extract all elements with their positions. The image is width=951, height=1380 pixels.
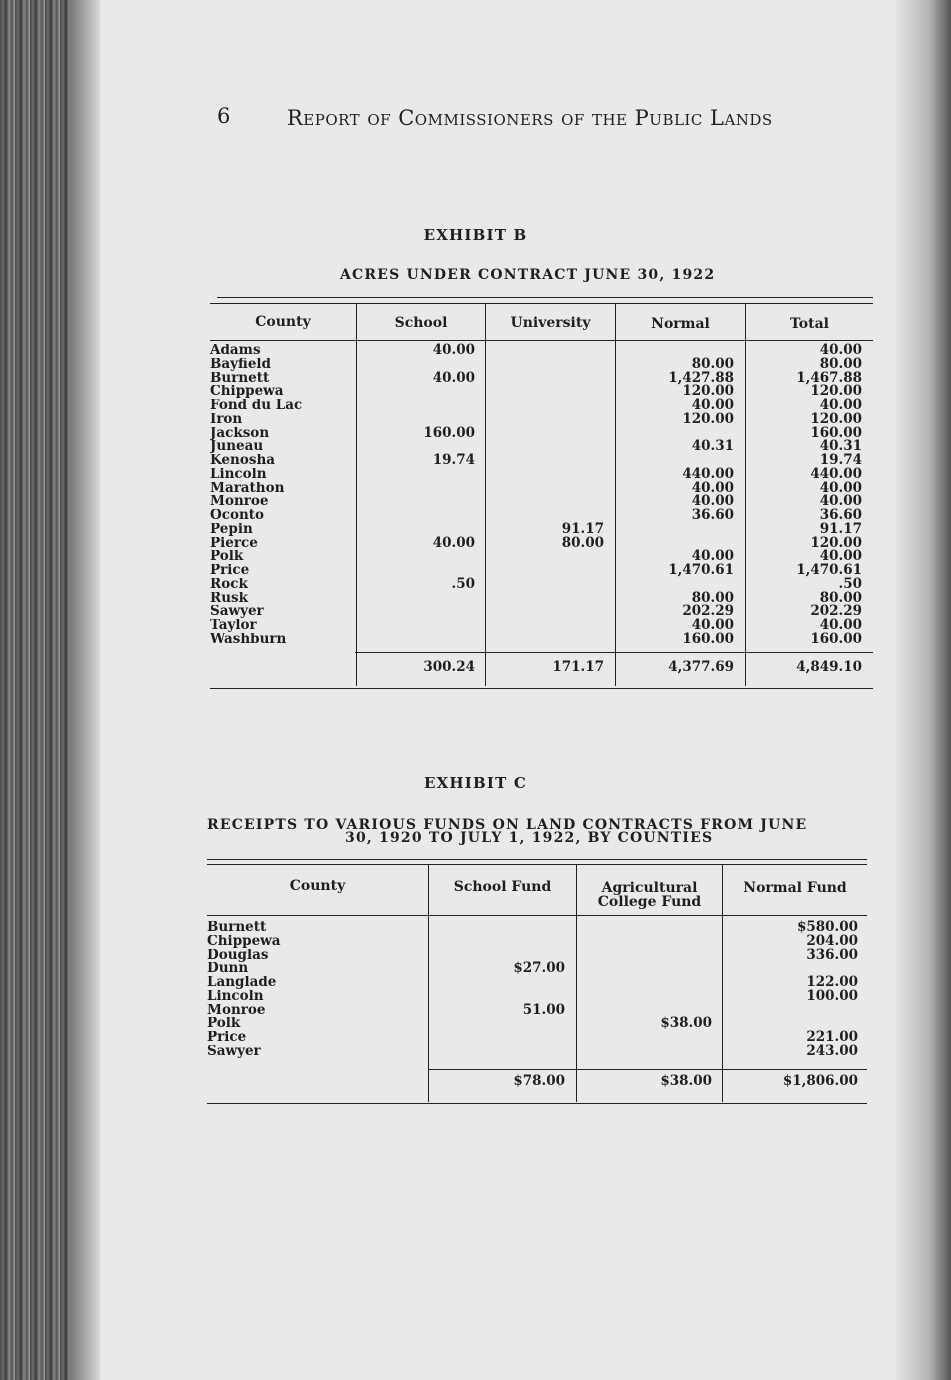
exhibit-c-subtitle-line1: RECEIPTS TO VARIOUS FUNDS ON LAND CONTRACTS FROM JUNE bbox=[207, 817, 808, 833]
county-label: Monroe bbox=[210, 495, 269, 509]
rule bbox=[207, 1103, 867, 1104]
cell-normal: 440.00 bbox=[682, 465, 734, 482]
column-header-school-fund: School Fund bbox=[453, 879, 552, 895]
cell-school: 19.74 bbox=[432, 452, 475, 468]
county-label: Pepin bbox=[210, 522, 253, 537]
cell-school: .50 bbox=[451, 575, 475, 592]
column-header-school: School bbox=[394, 315, 448, 331]
county-label: Sawyer bbox=[207, 1044, 261, 1059]
rule bbox=[355, 652, 873, 653]
cell-total: 80.00 bbox=[819, 589, 862, 606]
cell-normal: 202.29 bbox=[682, 603, 734, 620]
cell-total: 440.00 bbox=[810, 465, 862, 482]
running-title: Report of Commissioners of the Public Lands bbox=[287, 106, 773, 130]
cell-normal: 122.00 bbox=[806, 974, 858, 990]
rule bbox=[207, 859, 867, 860]
cell-normal: 40.00 bbox=[691, 548, 734, 565]
cell-normal: 40.00 bbox=[691, 617, 734, 633]
column-rule bbox=[428, 864, 429, 1102]
cell-normal: 80.00 bbox=[691, 589, 734, 606]
exhibit-c-subtitle-line2: 30, 1920 TO JULY 1, 1922, BY COUNTIES bbox=[345, 830, 714, 846]
exhibit-b-subtitle: ACRES UNDER CONTRACT JUNE 30, 1922 bbox=[340, 267, 716, 283]
cell-agri: $38.00 bbox=[660, 1015, 712, 1032]
cell-total: 160.00 bbox=[810, 424, 862, 441]
cell-university: 91.17 bbox=[561, 520, 604, 537]
county-label: Polk bbox=[210, 550, 244, 564]
county-label: Langlade bbox=[207, 976, 277, 990]
county-label: Douglas bbox=[207, 948, 269, 963]
cell-school: $27.00 bbox=[513, 960, 565, 977]
total-school: 300.24 bbox=[423, 659, 475, 675]
cell-total: 40.00 bbox=[819, 617, 862, 633]
total-normal-fund: $1,806.00 bbox=[782, 1073, 858, 1089]
cell-total: 40.00 bbox=[819, 548, 862, 565]
county-label: Price bbox=[210, 564, 250, 578]
cell-normal: 1,427.88 bbox=[668, 369, 734, 386]
county-label: Lincoln bbox=[207, 989, 264, 1004]
column-header-agri-line2: College Fund bbox=[597, 894, 702, 910]
cell-total: 40.31 bbox=[819, 438, 862, 455]
column-header-university: University bbox=[510, 315, 591, 331]
rule bbox=[428, 1069, 867, 1070]
cell-school: 40.00 bbox=[432, 342, 475, 358]
county-label: Lincoln bbox=[210, 467, 267, 482]
cell-normal: 221.00 bbox=[806, 1029, 858, 1045]
cell-normal: 243.00 bbox=[806, 1042, 858, 1059]
cell-total: 40.00 bbox=[819, 479, 862, 496]
cell-normal: 336.00 bbox=[806, 946, 858, 963]
county-label: Dunn bbox=[207, 962, 249, 976]
column-header-total: Total bbox=[789, 316, 829, 332]
column-header-agri-line1: Agricultural bbox=[601, 880, 698, 896]
column-rule bbox=[485, 303, 486, 686]
cell-normal: 1,470.61 bbox=[668, 562, 734, 578]
rule bbox=[210, 340, 873, 341]
county-label: Juneau bbox=[210, 440, 264, 454]
cell-total: 19.74 bbox=[819, 452, 862, 468]
county-label: Burnett bbox=[210, 371, 270, 386]
cell-normal: 120.00 bbox=[682, 410, 734, 427]
page-number: 6 bbox=[217, 104, 231, 128]
rule bbox=[210, 688, 873, 689]
cell-total: 80.00 bbox=[819, 355, 862, 372]
county-label: Bayfield bbox=[210, 357, 271, 372]
cell-total: 36.60 bbox=[819, 507, 862, 523]
county-label: Pierce bbox=[210, 536, 258, 551]
cell-total: 1,467.88 bbox=[796, 369, 862, 386]
county-label: Monroe bbox=[207, 1003, 266, 1018]
total-school-fund: $78.00 bbox=[513, 1073, 565, 1089]
rule bbox=[210, 303, 873, 304]
cell-normal: $580.00 bbox=[796, 919, 858, 935]
cell-school: 51.00 bbox=[522, 1001, 565, 1018]
column-header-normal-fund: Normal Fund bbox=[743, 880, 847, 896]
total-agri-fund: $38.00 bbox=[660, 1073, 712, 1089]
county-label: Adams bbox=[210, 344, 261, 358]
county-label: Kenosha bbox=[210, 454, 276, 468]
column-rule bbox=[356, 303, 357, 686]
page-edge-shadow bbox=[896, 0, 951, 1380]
cell-total: 120.00 bbox=[810, 410, 862, 427]
county-label: Taylor bbox=[210, 619, 257, 633]
column-header-county: County bbox=[289, 878, 346, 894]
county-label: Oconto bbox=[210, 509, 265, 523]
cell-normal: 120.00 bbox=[682, 383, 734, 400]
county-label: Washburn bbox=[210, 632, 287, 647]
county-label: Rusk bbox=[210, 591, 248, 606]
cell-normal: 80.00 bbox=[691, 355, 734, 372]
cell-total: 120.00 bbox=[810, 383, 862, 400]
cell-normal: 40.31 bbox=[691, 438, 734, 455]
cell-total: 40.00 bbox=[819, 397, 862, 413]
cell-total: 202.29 bbox=[810, 603, 862, 620]
rule bbox=[207, 864, 867, 865]
cell-school: 40.00 bbox=[432, 534, 475, 551]
cell-normal: 40.00 bbox=[691, 479, 734, 496]
cell-total: 40.00 bbox=[819, 493, 862, 510]
county-label: Price bbox=[207, 1031, 247, 1045]
total-normal: 4,377.69 bbox=[668, 659, 734, 675]
cell-normal: 40.00 bbox=[691, 397, 734, 413]
cell-university: 80.00 bbox=[561, 534, 604, 551]
cell-total: 1,470.61 bbox=[796, 562, 862, 578]
cell-total: 120.00 bbox=[810, 534, 862, 551]
cell-normal: 40.00 bbox=[691, 493, 734, 510]
rule bbox=[207, 915, 867, 916]
total-university: 171.17 bbox=[552, 659, 604, 675]
exhibit-c-title: EXHIBIT C bbox=[423, 774, 528, 792]
cell-total: .50 bbox=[838, 575, 862, 592]
rule bbox=[217, 297, 873, 298]
cell-normal: 36.60 bbox=[691, 507, 734, 523]
county-label: Sawyer bbox=[210, 605, 264, 619]
county-label: Polk bbox=[207, 1017, 241, 1031]
cell-total: 91.17 bbox=[819, 520, 862, 537]
county-label: Chippewa bbox=[210, 385, 284, 399]
exhibit-b-title: EXHIBIT B bbox=[423, 226, 528, 244]
county-label: Jackson bbox=[210, 426, 270, 441]
county-label: Chippewa bbox=[207, 934, 281, 949]
cell-school: 160.00 bbox=[423, 424, 475, 441]
cell-normal: 160.00 bbox=[682, 630, 734, 647]
cell-total: 40.00 bbox=[819, 342, 862, 358]
county-label: Fond du Lac bbox=[210, 399, 303, 413]
county-label: Iron bbox=[210, 412, 243, 427]
county-label: Rock bbox=[210, 577, 248, 592]
binding-shadow bbox=[70, 0, 100, 1380]
cell-total: 160.00 bbox=[810, 630, 862, 647]
county-label: Marathon bbox=[210, 481, 285, 496]
column-header-normal: Normal bbox=[651, 316, 710, 332]
county-label: Burnett bbox=[207, 921, 267, 935]
cell-normal: 204.00 bbox=[806, 932, 858, 949]
cell-normal: 100.00 bbox=[806, 987, 858, 1004]
total-total: 4,849.10 bbox=[796, 659, 862, 675]
cell-school: 40.00 bbox=[432, 369, 475, 386]
column-header-county: County bbox=[255, 314, 311, 330]
